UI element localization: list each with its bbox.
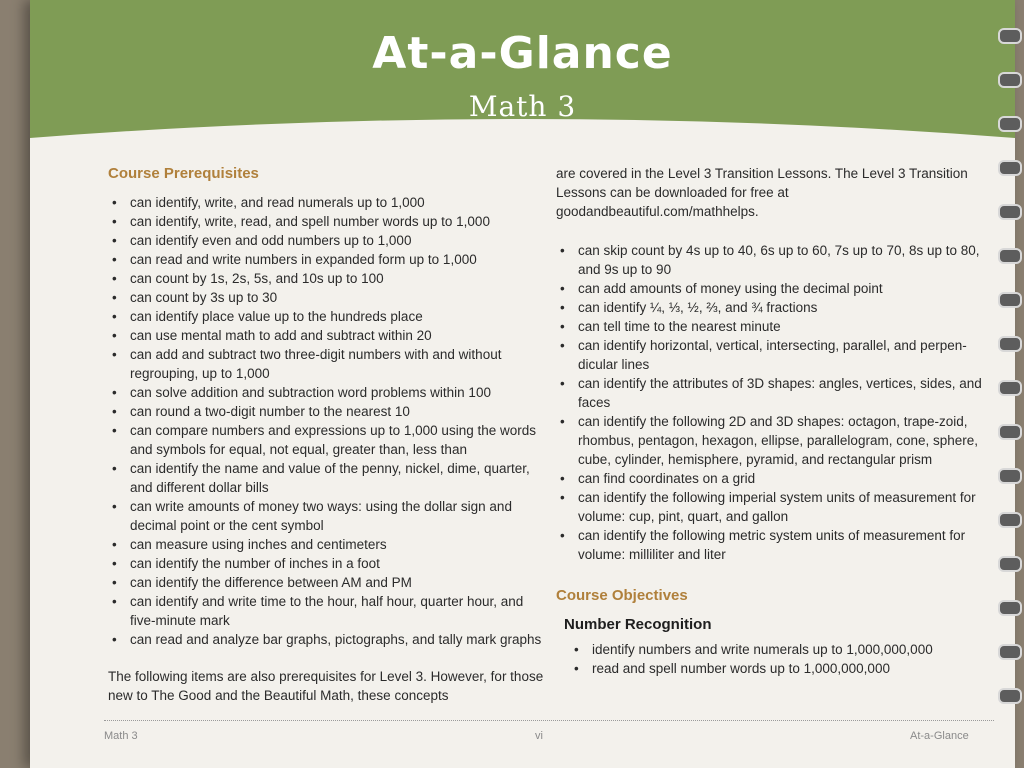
number-recognition-heading: Number Recognition [564, 616, 712, 633]
spiral-coil-icon [998, 336, 1022, 352]
list-item: • can add amounts of money using the decimal point [578, 279, 992, 298]
list-item: • can identify, write, and read numerals up to 1,000 [130, 193, 544, 212]
list-item: • can solve addition and subtraction word problems within 100 [130, 383, 544, 402]
spiral-coil-icon [998, 688, 1022, 704]
spiral-coil-icon [998, 116, 1022, 132]
spiral-coil-icon [998, 72, 1022, 88]
list-item: • can identify ¼, ⅓, ½, ⅔, and ¾ fractions [578, 298, 992, 317]
list-item: • can identify the difference between AM and PM [130, 573, 544, 592]
list-item: • can identify the following metric system units of measurement for volume: milliliter and liter [578, 526, 992, 564]
page-subtitle: Math 3 [468, 90, 577, 123]
list-item: • can find coordinates on a grid [578, 469, 992, 488]
list-item: • can identify and write time to the hour, half hour, quarter hour, and five-minute mark [130, 592, 544, 630]
list-item: • can identify the following imperial system units of measurement for volume: cup, pint, quart, and gallon [578, 488, 992, 526]
list-item: • can read and write numbers in expanded form up to 1,000 [130, 250, 544, 269]
spiral-coil-icon [998, 28, 1022, 44]
list-item: • can identify the number of inches in a foot [130, 554, 544, 573]
spiral-coil-icon [998, 248, 1022, 264]
transition-list [552, 241, 992, 564]
list-item: • can identify, write, read, and spell number words up to 1,000 [130, 212, 544, 231]
prerequisites-list [104, 193, 544, 649]
transition-paragraph-start: The following items are also prerequisites for Level 3. However, for those new to The Good and the Beautiful Math, these concepts [108, 669, 544, 703]
objectives-heading: Course Objectives [556, 587, 688, 604]
list-item: • can identify the name and value of the penny, nickel, dime, quarter, and different dollar bills [130, 459, 544, 497]
spiral-coil-icon [998, 556, 1022, 572]
prerequisites-heading: Course Prerequisites [108, 165, 259, 182]
list-item: • can identify even and odd numbers up to 1,000 [130, 231, 544, 250]
list-item: • read and spell number words up to 1,000,000,000 [592, 659, 992, 678]
list-item: • can compare numbers and expressions up to 1,000 using the words and symbols for equal, not equal, greater than, less than [130, 421, 544, 459]
list-item: • can skip count by 4s up to 40, 6s up to 60, 7s up to 70, 8s up to 80, and 9s up to 90 [578, 241, 992, 279]
footer-left: Math 3 [104, 730, 138, 742]
footer-page-number: vi [535, 730, 543, 742]
spiral-coil-icon [998, 160, 1022, 176]
page-title: At-a-Glance [372, 28, 673, 79]
spiral-coil-icon [998, 468, 1022, 484]
spiral-coil-icon [998, 292, 1022, 308]
list-item: • can add and subtract two three-digit numbers with and without regrouping, up to 1,000 [130, 345, 544, 383]
list-item: • can identify place value up to the hundreds place [130, 307, 544, 326]
footer-right: At-a-Glance [910, 730, 969, 742]
list-item: • can identify the following 2D and 3D shapes: octagon, trape-zoid, rhombus, pentagon, hexagon, ellipse, parallelogram, cone, sphere, cube, cylinder, hemisphere, pyramid, and rectangular prism [578, 412, 992, 469]
spiral-coil-icon [998, 644, 1022, 660]
left-column [104, 164, 544, 705]
spiral-binding [1012, 0, 1024, 768]
spiral-coil-icon [998, 600, 1022, 616]
spiral-coil-icon [998, 424, 1022, 440]
book-page [30, 0, 1015, 768]
right-column [552, 164, 992, 678]
list-item: • identify numbers and write numerals up to 1,000,000,000 [592, 640, 992, 659]
list-item: • can round a two-digit number to the nearest 10 [130, 402, 544, 421]
list-item: • can identify the attributes of 3D shapes: angles, vertices, sides, and faces [578, 374, 992, 412]
spiral-coil-icon [998, 512, 1022, 528]
spiral-coil-icon [998, 380, 1022, 396]
transition-paragraph-end: are covered in the Level 3 Transition Lessons. The Level 3 Transition Lessons can be downloaded for free at goodandbeautiful.com/mathhelps. [556, 166, 968, 219]
objectives-list [552, 640, 992, 678]
list-item: • can use mental math to add and subtract within 20 [130, 326, 544, 345]
list-item: • can count by 3s up to 30 [130, 288, 544, 307]
footer-divider [104, 720, 994, 721]
list-item: • can identify horizontal, vertical, intersecting, parallel, and perpen-dicular lines [578, 336, 992, 374]
list-item: • can measure using inches and centimeters [130, 535, 544, 554]
list-item: • can read and analyze bar graphs, pictographs, and tally mark graphs [130, 630, 544, 649]
list-item: • can tell time to the nearest minute [578, 317, 992, 336]
list-item: • can count by 1s, 2s, 5s, and 10s up to 100 [130, 269, 544, 288]
spiral-coil-icon [998, 204, 1022, 220]
list-item: • can write amounts of money two ways: using the dollar sign and decimal point or the cent symbol [130, 497, 544, 535]
